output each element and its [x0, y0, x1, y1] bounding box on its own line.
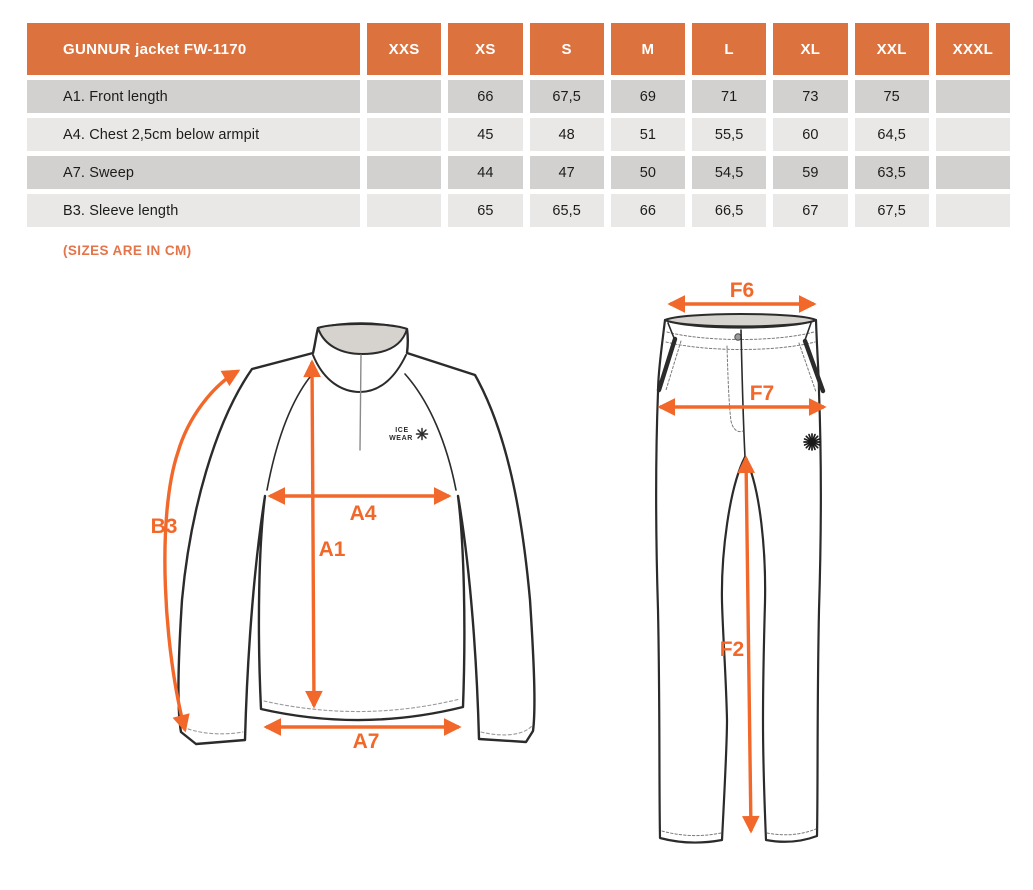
- size-table: [27, 23, 1010, 227]
- a1-arrow: [312, 362, 314, 706]
- snowflake-icon: [804, 434, 820, 450]
- pants-diagram: [620, 280, 920, 880]
- size-value-cell: 67,5: [530, 80, 604, 113]
- size-col-header-m: M: [611, 23, 685, 75]
- size-col-header-xxl: XXL: [855, 23, 929, 75]
- jacket-diagram: [130, 280, 580, 880]
- size-value-cell: 55,5: [692, 118, 766, 151]
- size-value-cell: 64,5: [855, 118, 929, 151]
- size-value-cell: 63,5: [855, 156, 929, 189]
- size-value-cell: 48: [530, 118, 604, 151]
- size-value-cell: [367, 156, 441, 189]
- sizes-unit-note: (SIZES ARE IN CM): [63, 243, 192, 258]
- logo-line2: WEAR: [389, 435, 413, 442]
- a1-label: A1: [318, 538, 346, 561]
- size-value-cell: 71: [692, 80, 766, 113]
- row-label: A4. Chest 2,5cm below armpit: [27, 118, 360, 151]
- row-label: B3. Sleeve length: [27, 194, 360, 227]
- size-value-cell: 65,5: [530, 194, 604, 227]
- size-col-header-xl: XL: [773, 23, 847, 75]
- size-col-header-s: S: [530, 23, 604, 75]
- waist-button: [735, 334, 741, 340]
- size-value-cell: 66: [611, 194, 685, 227]
- logo-line1: ICE: [395, 427, 409, 434]
- size-value-cell: [936, 194, 1010, 227]
- b3-label: B3: [150, 515, 178, 538]
- size-value-cell: 73: [773, 80, 847, 113]
- waist-opening: [665, 314, 816, 326]
- size-value-cell: 66: [448, 80, 522, 113]
- f6-label: F6: [729, 279, 755, 302]
- size-value-cell: [367, 118, 441, 151]
- size-col-header-xxs: XXS: [367, 23, 441, 75]
- size-col-header-l: L: [692, 23, 766, 75]
- row-label: A7. Sweep: [27, 156, 360, 189]
- f2-arrow: [746, 458, 751, 831]
- size-value-cell: 47: [530, 156, 604, 189]
- row-label: A1. Front length: [27, 80, 360, 113]
- size-value-cell: 51: [611, 118, 685, 151]
- table-title: GUNNUR jacket FW-1170: [27, 23, 360, 75]
- size-value-cell: 60: [773, 118, 847, 151]
- size-value-cell: 67,5: [855, 194, 929, 227]
- size-value-cell: 65: [448, 194, 522, 227]
- size-value-cell: 59: [773, 156, 847, 189]
- size-value-cell: [367, 194, 441, 227]
- size-value-cell: 75: [855, 80, 929, 113]
- size-col-header-xxxl: XXXL: [936, 23, 1010, 75]
- size-value-cell: 44: [448, 156, 522, 189]
- size-value-cell: [936, 80, 1010, 113]
- pants-outline: [656, 314, 823, 843]
- size-col-header-xs: XS: [448, 23, 522, 75]
- snowflake-icon: [417, 429, 428, 440]
- icewear-logo: [389, 427, 427, 442]
- a7-label: A7: [352, 730, 380, 753]
- zipper-line: [360, 355, 361, 450]
- size-value-cell: [367, 80, 441, 113]
- size-value-cell: 45: [448, 118, 522, 151]
- size-value-cell: 66,5: [692, 194, 766, 227]
- size-value-cell: [936, 156, 1010, 189]
- a4-label: A4: [349, 502, 377, 525]
- size-value-cell: [936, 118, 1010, 151]
- jacket-outline: [178, 324, 534, 744]
- f2-label: F2: [719, 638, 745, 661]
- size-value-cell: 67: [773, 194, 847, 227]
- size-value-cell: 50: [611, 156, 685, 189]
- size-value-cell: 54,5: [692, 156, 766, 189]
- f7-label: F7: [749, 382, 775, 405]
- size-value-cell: 69: [611, 80, 685, 113]
